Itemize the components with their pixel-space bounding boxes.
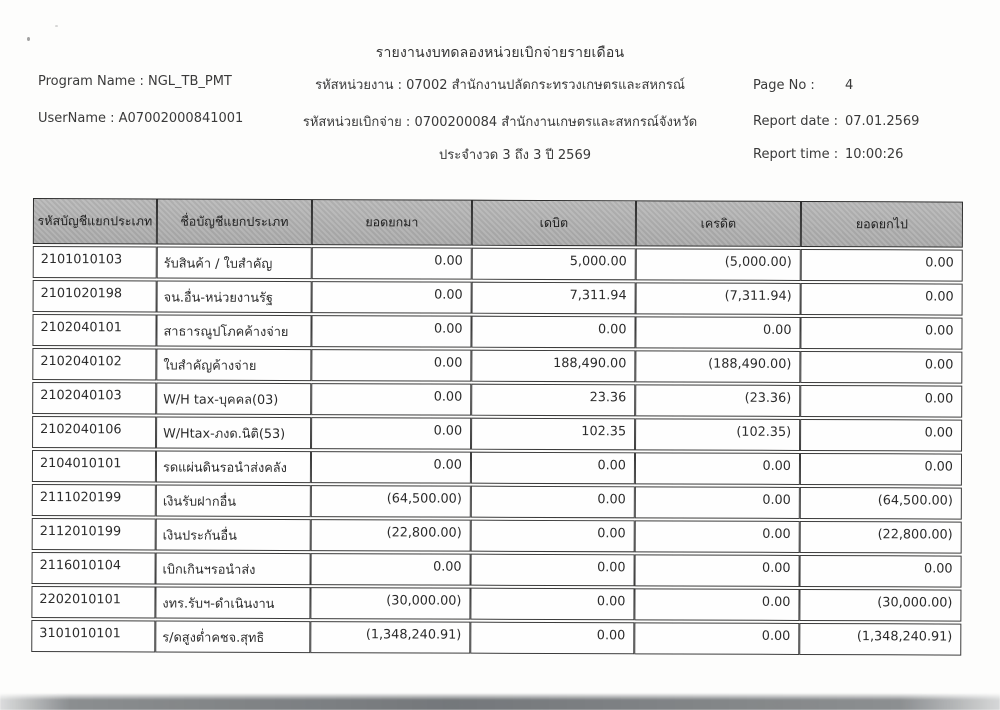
table-cell: (1,348,240.91) <box>310 621 470 654</box>
table-header-cell: รหัสบัญชีแยกประเภท <box>33 198 157 244</box>
table-cell: 0.00 <box>311 349 471 382</box>
username-line: UserName : A07002000841001 <box>38 111 244 126</box>
table-cell: 0.00 <box>634 622 799 655</box>
table-cell: 0.00 <box>800 351 962 384</box>
table-cell: (7,311.94) <box>636 282 801 315</box>
table-cell: 0.00 <box>312 247 472 280</box>
table-cell: 0.00 <box>470 622 634 655</box>
table-cell: 188,490.00 <box>471 350 635 383</box>
table-cell: 2112010199 <box>32 518 156 550</box>
table-row <box>31 620 961 656</box>
table-cell: 0.00 <box>311 417 471 450</box>
table-cell: (64,500.00) <box>800 487 962 520</box>
table-header-cell: เครดิต <box>636 200 801 247</box>
table-cell: (5,000.00) <box>636 248 801 281</box>
table-cell: สาธารณูปโภคค้างจ่าย <box>156 314 311 347</box>
table-cell: 0.00 <box>471 554 635 587</box>
table-row <box>32 382 962 418</box>
table-cell: (1,348,240.91) <box>799 623 961 656</box>
table-cell: 0.00 <box>634 588 799 621</box>
table-cell: งทร.รับฯ-ดำเนินงาน <box>155 586 310 619</box>
table-cell: 2102040102 <box>32 348 156 380</box>
scan-shadow-band <box>0 693 1000 710</box>
table-row <box>32 314 962 350</box>
table-cell: 0.00 <box>635 520 800 553</box>
table-cell: W/H tax-บุคคล(03) <box>156 382 311 415</box>
table-cell: ร/ดสูงต่ำคชจ.สุทธิ <box>155 620 310 653</box>
table-row <box>32 348 962 384</box>
table-cell: รับสินค้า / ใบสำคัญ <box>157 246 312 279</box>
table-row <box>31 586 961 622</box>
table-row <box>33 246 963 282</box>
table-cell: 0.00 <box>635 316 800 349</box>
table-cell: W/Htax-ภงด.นิติ(53) <box>156 416 311 449</box>
table-cell: 3101010101 <box>31 620 155 652</box>
table-cell: 0.00 <box>800 317 962 350</box>
table-header-cell: ยอดยกไป <box>801 201 963 248</box>
table-cell: 0.00 <box>801 249 963 282</box>
table-cell: 0.00 <box>800 385 962 418</box>
table-row <box>32 552 962 588</box>
table-body <box>31 246 963 656</box>
table-cell: 23.36 <box>471 384 635 417</box>
table-cell: 0.00 <box>471 486 635 519</box>
table-cell: 0.00 <box>311 451 471 484</box>
table-cell: 7,311.94 <box>472 282 636 315</box>
table-cell: 0.00 <box>801 283 963 316</box>
table-cell: (23.36) <box>635 384 800 417</box>
report-date-value: 07.01.2569 <box>845 114 920 129</box>
table-cell: 0.00 <box>635 554 800 587</box>
table-cell: 0.00 <box>311 383 471 416</box>
table-cell: 2102040101 <box>32 314 156 346</box>
table-cell: เงินประกันอื่น <box>156 518 311 551</box>
table-cell: 5,000.00 <box>472 248 636 281</box>
table-cell: เบิกเกินฯรอนำส่ง <box>156 552 311 585</box>
page-no-value: 4 <box>845 78 854 93</box>
table-cell: 0.00 <box>471 316 635 349</box>
table-cell: 0.00 <box>800 555 962 588</box>
table-cell: (64,500.00) <box>311 485 471 518</box>
report-time-value: 10:00:26 <box>845 147 904 162</box>
table-cell: จน.อื่น-หน่วยงานรัฐ <box>157 280 312 313</box>
scan-speck <box>55 25 58 27</box>
table-cell: 2202010101 <box>31 586 155 618</box>
table-cell: (188,490.00) <box>635 350 800 383</box>
table-cell: 0.00 <box>471 452 635 485</box>
report-time-label: Report time : <box>753 147 839 162</box>
period-line: ประจำงวด 3 ถึง 3 ปี 2569 <box>439 148 591 163</box>
table-cell: 0.00 <box>311 553 471 586</box>
table-cell: (102.35) <box>635 418 800 451</box>
table-cell: 2104010101 <box>32 450 156 482</box>
table-header-cell: ชื่อบัญชีแยกประเภท <box>157 198 312 245</box>
table-cell: เงินรับฝากอื่น <box>156 484 311 517</box>
table-cell: 0.00 <box>635 452 800 485</box>
table-cell: 0.00 <box>470 588 634 621</box>
table-header-row <box>33 198 963 248</box>
disbursement-unit-line: รหัสหน่วยเบิกจ่าย : 0700200084 สำนักงานเกษตรและสหกรณ์จังหวัด <box>302 115 698 130</box>
report-title: รายงานงบทดลองหน่วยเบิกจ่ายรายเดือน <box>375 45 625 61</box>
table-cell: (22,800.00) <box>311 519 471 552</box>
table-cell: 0.00 <box>800 453 962 486</box>
program-name-line: Program Name : NGL_TB_PMT <box>38 74 232 89</box>
table-cell: 0.00 <box>471 520 635 553</box>
table-cell: 0.00 <box>311 315 471 348</box>
page-no-label: Page No : <box>753 78 815 93</box>
scan-speck <box>27 37 30 41</box>
table-header-cell: เดบิต <box>472 200 636 247</box>
table-cell: 2102040103 <box>32 382 156 414</box>
table-cell: ใบสำคัญค้างจ่าย <box>156 348 311 381</box>
table-cell: 2111020199 <box>32 484 156 516</box>
agency-code-line: รหัสหน่วยงาน : 07002 สำนักงานปลัดกระทรวงเกษตรและสหกรณ์ <box>315 78 685 93</box>
table-row <box>32 416 962 452</box>
table-cell: (30,000.00) <box>799 589 961 622</box>
table-header-cell: ยอดยกมา <box>312 199 472 246</box>
table-cell: 0.00 <box>800 419 962 452</box>
table-cell: 2101020198 <box>33 280 157 312</box>
table-cell: (22,800.00) <box>800 521 962 554</box>
table-cell: 0.00 <box>635 486 800 519</box>
table-row <box>32 518 962 554</box>
table-cell: 2101010103 <box>33 246 157 278</box>
trial-balance-table <box>31 196 963 658</box>
table-cell: 102.35 <box>471 418 635 451</box>
table-row <box>33 280 963 316</box>
table-row <box>32 450 962 486</box>
table-cell: (30,000.00) <box>310 587 470 620</box>
table-cell: รดแผ่นดินรอนำส่งคลัง <box>156 450 311 483</box>
table-row <box>32 484 962 520</box>
table-cell: 0.00 <box>312 281 472 314</box>
table-cell: 2102040106 <box>32 416 156 448</box>
table-cell: 2116010104 <box>32 552 156 584</box>
report-date-label: Report date : <box>753 114 839 129</box>
